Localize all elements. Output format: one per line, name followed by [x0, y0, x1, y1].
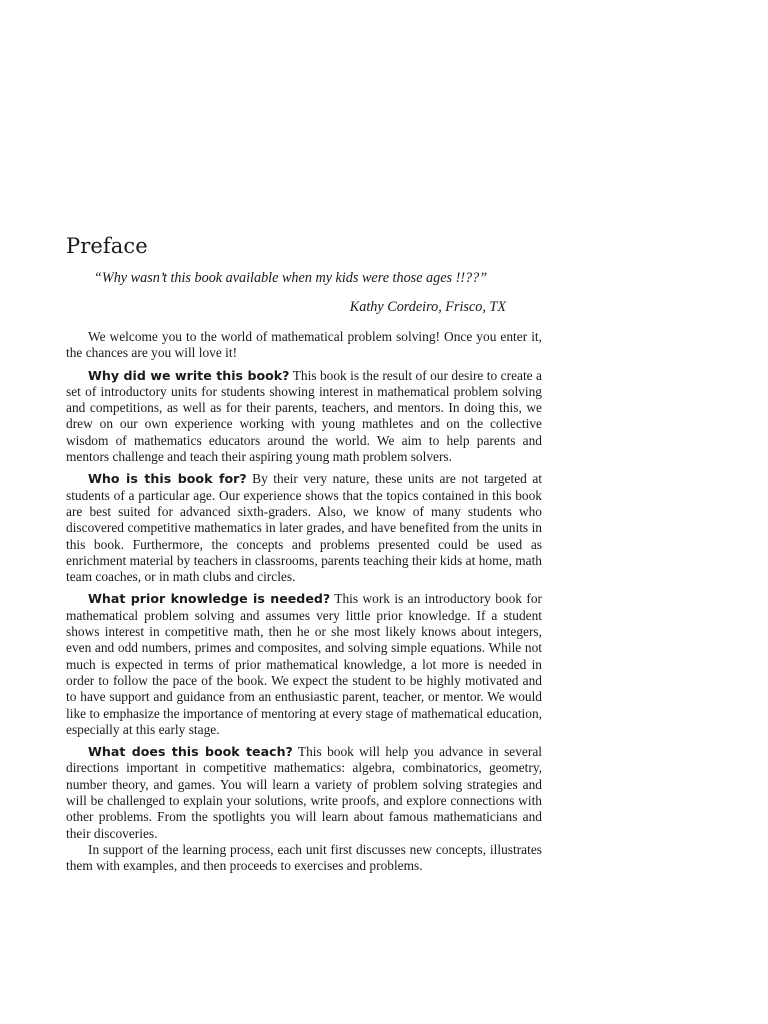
paragraph-lead-heading: What prior knowledge is needed? — [88, 591, 331, 607]
paragraph-text: We welcome you to the world of mathematical problem solving! Once you enter it, the chances are you will love it! — [66, 329, 542, 361]
paragraph-text: This book is the result of our desire to create a set of introductory units for students showing interest in mathematical problem solving and competitions, as well as for their parents, teachers, and mentors. In doing this, we drew on our own experience working with young mathletes and on the collective wisdom of mathematics educators around the world. We aim to help parents and mentors challenge and teach their aspiring young math problem solvers. — [66, 367, 542, 465]
paragraph-lead-heading: What does this book teach? — [88, 744, 293, 760]
preface-page — [66, 232, 542, 875]
paragraph-text: This work is an introductory book for mathematical problem solving and assumes very little prior knowledge. If a student shows interest in competitive math, then he or she most likely knows about integers, even and odd numbers, primes and composites, and solving simple equations. While not much is expected in terms of prior mathematical knowledge, a lot more is needed in order to follow the pace of the book. We expect the student to be highly motivated and to have support and guidance from an enthusiastic parent, teacher, or mentor. We would like to emphasize the importance of mentoring at every stage of mathematical education, especially at this early stage. — [66, 591, 542, 737]
paragraph-text: By their very nature, these units are not targeted at students of a particular age. Our experience shows that the topics contained in this book are best suited for advanced sixth-graders. Also, we know of many students who discovered competitive mathematics in later grades, and have benefited from the units in this book. Furthermore, the concepts and problems presented could be used as enrichment material by teachers in classrooms, parents teaching their kids at home, math team coaches, or in math clubs and circles. — [66, 471, 543, 585]
paragraph-lead-heading: Who is this book for? — [88, 471, 247, 487]
paragraph-why-write — [66, 368, 542, 466]
paragraph-lead-heading: Why did we write this book? — [88, 367, 290, 383]
paragraph-who-for — [66, 471, 542, 585]
paragraph-welcome — [66, 329, 542, 362]
epigraph-quote: “Why wasn’t this book available when my kids were those ages !!??” — [94, 270, 488, 286]
epigraph-attribution: Kathy Cordeiro, Frisco, TX — [349, 299, 506, 315]
paragraph-prior-knowledge — [66, 591, 542, 738]
paragraph-what-teach — [66, 744, 542, 842]
chapter-title: Preface — [66, 234, 148, 258]
paragraph-text: In support of the learning process, each unit first discusses new concepts, illustrates them with examples, and then proceeds to exercises and problems. — [66, 841, 542, 874]
paragraph-text: This book will help you advance in several directions important in competitive mathematics: algebra, combinatorics, geometry, number theory, and games. You will learn a variety of problem solving strategies and will be challenged to explain your solutions, write proofs, and explore connections with other problems. From the spotlights you will learn about famous mathematicians and their discoveries. — [66, 744, 542, 841]
paragraph-learning-support — [66, 842, 542, 875]
